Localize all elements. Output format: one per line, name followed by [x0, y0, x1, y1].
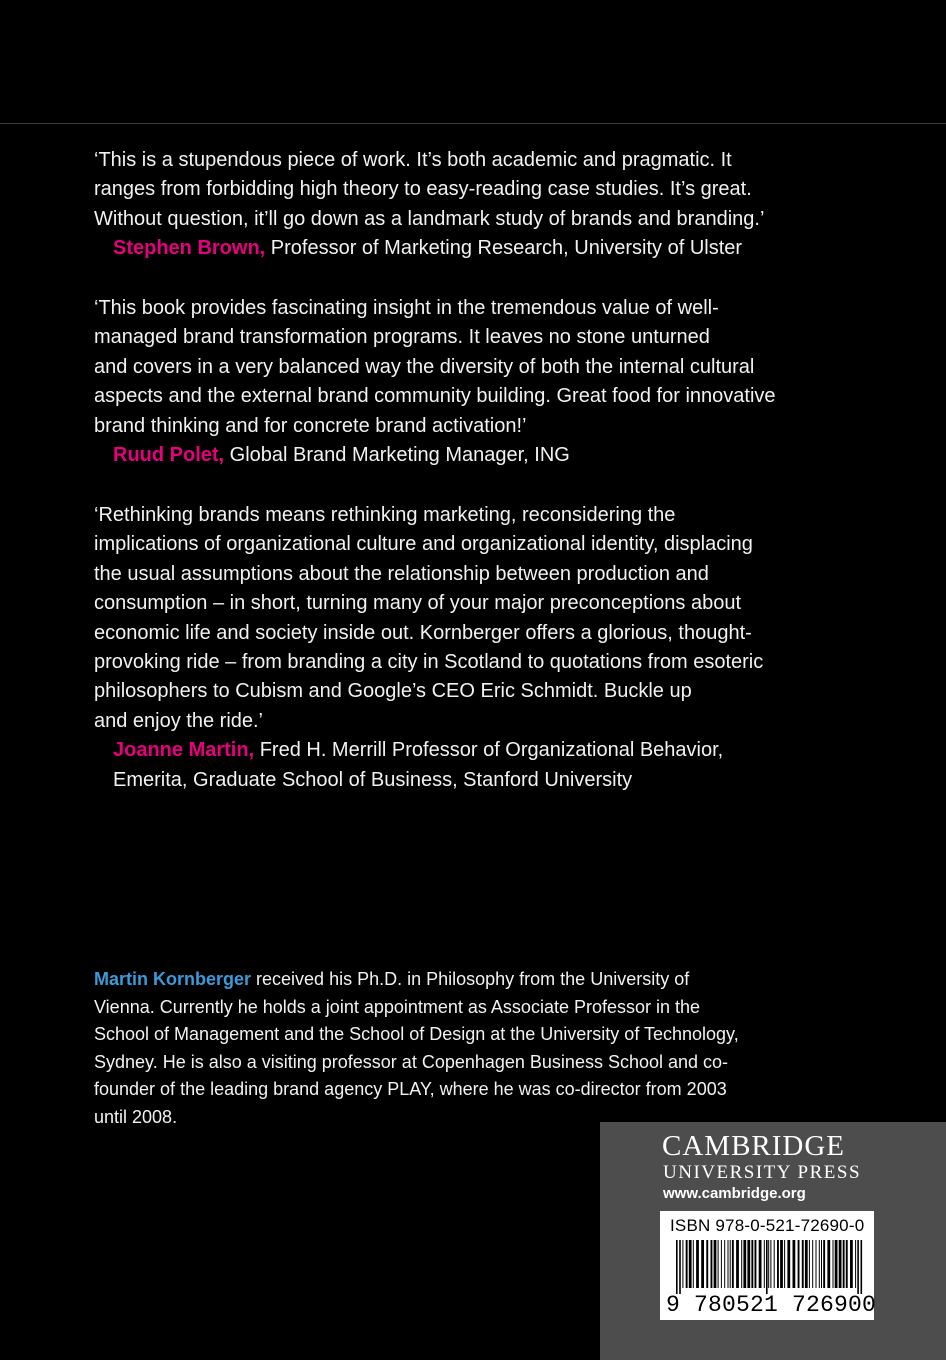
attribution — [94, 234, 824, 263]
bio-line: until 2008. — [94, 1106, 178, 1127]
barcode-bar — [682, 1240, 683, 1288]
quote-line: implications of organizational culture and organizational identity, displacing — [94, 533, 753, 556]
quote-line: and enjoy the ride.’ — [94, 709, 264, 732]
barcode-bar — [741, 1240, 742, 1288]
publisher-name: CAMBRIDGE — [662, 1130, 846, 1162]
author-bio — [94, 966, 794, 1132]
barcode-bar — [696, 1240, 699, 1288]
quote-line: managed brand transformation programs. It leaves no stone unturned — [94, 326, 710, 349]
barcode-bar — [701, 1240, 704, 1288]
quote-line: the usual assumptions about the relationship between production and — [94, 562, 709, 585]
barcode-bar — [759, 1240, 762, 1288]
quote-line: ‘This book provides fascinating insight in the tremendous value of well- — [94, 297, 719, 319]
barcode-bar — [846, 1240, 848, 1288]
barcode-bar — [805, 1240, 808, 1288]
barcode-bar — [721, 1240, 722, 1288]
endorsement-3 — [94, 501, 824, 795]
barcode-bar — [751, 1240, 753, 1288]
quote-line: and covers in a very balanced way the diversity of both the internal cultural — [94, 355, 755, 378]
barcode-bar — [706, 1240, 708, 1288]
barcode-bar — [768, 1240, 769, 1288]
barcode-bar — [747, 1240, 750, 1288]
barcode-bar — [819, 1240, 820, 1288]
endorser-title: Fred H. Merrill Professor of Organizational Behavior, — [254, 739, 724, 762]
barcode-bar — [724, 1240, 725, 1288]
bio-line — [94, 966, 794, 994]
barcode-bar — [732, 1240, 734, 1288]
quote-line: consumption – in short, turning many of your major preconceptions about — [94, 592, 742, 615]
barcode-bar — [774, 1240, 775, 1288]
quote-line: economic life and society inside out. Kornberger offers a glorious, thought- — [94, 621, 752, 644]
barcode-bar — [780, 1240, 783, 1288]
barcode-bar — [821, 1240, 822, 1288]
barcode-bar — [693, 1240, 694, 1288]
barcode-bar — [793, 1240, 796, 1288]
barcode-bar — [861, 1240, 863, 1294]
barcode-bar — [718, 1240, 719, 1288]
quote-line: aspects and the external brand community building. Great food for innovative — [94, 385, 776, 408]
barcode-bar — [766, 1240, 768, 1294]
bio-text: received his Ph.D. in Philosophy from the University of — [251, 969, 690, 989]
publisher-subtitle: UNIVERSITY PRESS — [663, 1162, 862, 1183]
barcode-bar — [730, 1240, 731, 1288]
barcode-bar — [728, 1240, 729, 1288]
isbn-label: ISBN 978-0-521-72690-0 — [670, 1216, 865, 1235]
top-divider — [0, 123, 946, 124]
barcode-bar — [827, 1240, 830, 1288]
quote-line: philosophers to Cubism and Google’s CEO Eric Schmidt. Buckle up — [94, 680, 692, 703]
bio-line: School of Management and the School of Design at the University of Technology, — [94, 1024, 739, 1045]
barcode-bar — [809, 1240, 810, 1288]
quote-line: Without question, it’ll go down as a landmark study of brands and branding.’ — [94, 207, 765, 230]
author-name: Martin Kornberger — [94, 969, 252, 989]
barcode-bar — [843, 1240, 845, 1288]
bio-line: Vienna. Currently he holds a joint appointment as Associate Professor in the — [94, 996, 701, 1017]
attribution — [94, 441, 824, 470]
endorser-title: Professor of Marketing Research, University of Ulster — [265, 237, 743, 260]
barcode-bar — [689, 1240, 692, 1288]
endorser-name: Stephen Brown, — [113, 237, 266, 260]
barcode-bar — [686, 1240, 688, 1288]
barcode-bar — [839, 1240, 842, 1288]
barcode-bar — [802, 1240, 804, 1288]
endorser-title: Global Brand Marketing Manager, ING — [224, 444, 570, 467]
quote-line: ranges from forbidding high theory to easy-reading case studies. It’s great. — [94, 178, 752, 201]
barcode-bar — [743, 1240, 746, 1288]
barcode-bar — [855, 1240, 856, 1288]
barcode-bar — [676, 1240, 678, 1294]
publisher-block — [600, 1122, 946, 1360]
endorsement-1 — [94, 146, 824, 264]
quote-line: provoking ride – from branding a city in Scotland to quotations from esoteric — [94, 651, 764, 674]
barcode-digits: 9 780521 726900 — [666, 1292, 877, 1318]
barcode-bar — [679, 1240, 681, 1294]
barcode-bar — [755, 1240, 757, 1288]
barcode-bar — [850, 1240, 853, 1288]
barcode-bar — [770, 1240, 771, 1288]
endorser-name: Ruud Polet, — [113, 444, 225, 467]
barcode-bar — [736, 1240, 739, 1288]
barcode-bar — [798, 1240, 800, 1288]
attribution-continued: Emerita, Graduate School of Business, Stanford University — [113, 768, 633, 791]
barcode-bar — [787, 1240, 790, 1288]
barcode-bars — [670, 1240, 868, 1294]
quote-line: brand thinking and for concrete brand activation!’ — [94, 414, 527, 437]
barcode-bar — [823, 1240, 825, 1288]
barcode-bar — [784, 1240, 785, 1288]
barcode-bar — [816, 1240, 817, 1288]
bio-line: founder of the leading brand agency PLAY, where he was co-director from 2003 — [94, 1079, 727, 1100]
bio-line: Sydney. He is also a visiting professor at Copenhagen Business School and co- — [94, 1051, 729, 1072]
barcode-bar — [835, 1240, 838, 1288]
barcode-bar — [812, 1240, 813, 1288]
barcode — [660, 1211, 877, 1320]
barcode-bar — [857, 1240, 859, 1294]
barcode-bar — [764, 1240, 765, 1288]
endorser-name: Joanne Martin, — [113, 739, 255, 762]
barcode-bar — [714, 1240, 717, 1288]
quote-line: ‘Rethinking brands means rethinking marketing, reconsidering the — [94, 504, 676, 526]
endorsement-2 — [94, 294, 824, 470]
barcode-bar — [711, 1240, 713, 1288]
barcode-bar — [777, 1240, 779, 1288]
publisher-url: www.cambridge.org — [663, 1185, 806, 1202]
barcode-bar — [833, 1240, 834, 1288]
quote-line: ‘This is a stupendous piece of work. It’s both academic and pragmatic. It — [94, 149, 732, 171]
attribution — [94, 736, 824, 765]
